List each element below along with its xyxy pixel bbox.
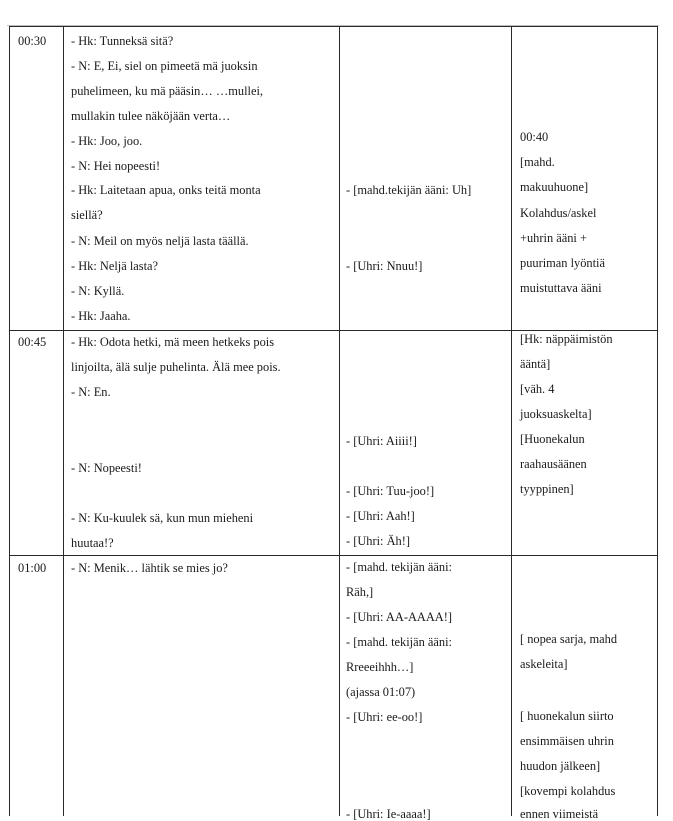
- sound-line: - [Uhri: Äh!]: [346, 534, 410, 548]
- dialogue-line: - Hk: Laitetaan apua, onks teitä monta: [71, 183, 261, 197]
- sound-line: (ajassa 01:07): [346, 685, 416, 699]
- sound-line: - [Uhri: Tuu-joo!]: [346, 484, 435, 498]
- column-divider-time: [63, 26, 64, 816]
- dialogue-line: - N: Menik… lähtik se mies jo?: [71, 561, 228, 575]
- note-line: juoksuaskelta]: [520, 407, 592, 421]
- note-line: [Huonekalun: [520, 432, 585, 446]
- dialogue-line: - Hk: Joo, joo.: [71, 134, 143, 148]
- column-divider-dialogue: [339, 26, 340, 816]
- dialogue-line: - N: Kyllä.: [71, 284, 125, 298]
- note-line: muistuttava ääni: [520, 281, 602, 295]
- note-line: ennen viimeistä: [520, 807, 599, 821]
- table-border-left: [9, 26, 10, 816]
- sound-line: - [mahd. tekijän ääni:: [346, 560, 452, 574]
- note-line: [Hk: näppäimistön: [520, 332, 613, 346]
- table-border-top: [9, 26, 657, 27]
- dialogue-line: puhelimeen, ku mä pääsin… …mullei,: [71, 84, 264, 98]
- dialogue-line: linjoilta, älä sulje puhelinta. Älä mee pois.: [71, 360, 281, 374]
- sound-line: - [Uhri: Aah!]: [346, 509, 415, 523]
- dialogue-line: huutaa!?: [71, 536, 114, 550]
- sound-line: - [Uhri: ee-oo!]: [346, 710, 423, 724]
- row-time: 01:00: [18, 561, 47, 575]
- note-line: 00:40: [520, 130, 549, 144]
- note-line: puuriman lyöntiä: [520, 256, 605, 270]
- table-border-right: [657, 26, 658, 816]
- sound-line: Rreeeihhh…]: [346, 660, 414, 674]
- sound-line: - [Uhri: AA-AAAA!]: [346, 610, 452, 624]
- row-divider-2: [9, 555, 657, 556]
- dialogue-line: - N: Hei nopeesti!: [71, 159, 161, 173]
- row-time: 00:30: [18, 34, 47, 48]
- dialogue-line: - N: En.: [71, 385, 111, 399]
- sound-line: - [mahd. tekijän ääni:: [346, 635, 452, 649]
- dialogue-line: mullakin tulee näköjään verta…: [71, 109, 231, 123]
- note-line: tyyppinen]: [520, 482, 574, 496]
- note-line: ensimmäisen uhrin: [520, 734, 614, 748]
- note-line: [kovempi kolahdus: [520, 784, 616, 798]
- note-line: [ huonekalun siirto: [520, 709, 614, 723]
- sound-line: - [Uhri: Aiiii!]: [346, 434, 417, 448]
- row-divider-1: [9, 330, 657, 331]
- dialogue-line: - N: E, Ei, siel on pimeetä mä juoksin: [71, 59, 258, 73]
- dialogue-line: - Hk: Jaaha.: [71, 309, 131, 323]
- sound-line: - [Uhri: Nnuu!]: [346, 259, 423, 273]
- dialogue-line: - Hk: Odota hetki, mä meen hetkeks pois: [71, 335, 275, 349]
- note-line: [ nopea sarja, mahd: [520, 632, 618, 646]
- note-line: makuuhuone]: [520, 180, 589, 194]
- note-line: [mahd.: [520, 155, 555, 169]
- note-line: [väh. 4: [520, 382, 555, 396]
- note-line: raahausäänen: [520, 457, 587, 471]
- note-line: +uhrin ääni +: [520, 231, 587, 245]
- note-line: Kolahdus/askel: [520, 206, 597, 220]
- dialogue-line: - Hk: Tunneksä sitä?: [71, 34, 174, 48]
- dialogue-line: - N: Meil on myös neljä lasta täällä.: [71, 234, 249, 248]
- dialogue-line: - N: Nopeesti!: [71, 461, 142, 475]
- dialogue-line: siellä?: [71, 208, 103, 222]
- note-line: ääntä]: [520, 357, 551, 371]
- sound-line: - [mahd.tekijän ääni: Uh]: [346, 183, 472, 197]
- note-line: askeleita]: [520, 657, 568, 671]
- row-time: 00:45: [18, 335, 47, 349]
- note-line: huudon jälkeen]: [520, 759, 601, 773]
- dialogue-line: - Hk: Neljä lasta?: [71, 259, 159, 273]
- sound-line: - [Uhri: Ie-aaaa!]: [346, 807, 431, 821]
- sound-line: Räh,]: [346, 585, 374, 599]
- column-divider-sounds: [511, 26, 512, 816]
- dialogue-line: - N: Ku-kuulek sä, kun mun mieheni: [71, 511, 254, 525]
